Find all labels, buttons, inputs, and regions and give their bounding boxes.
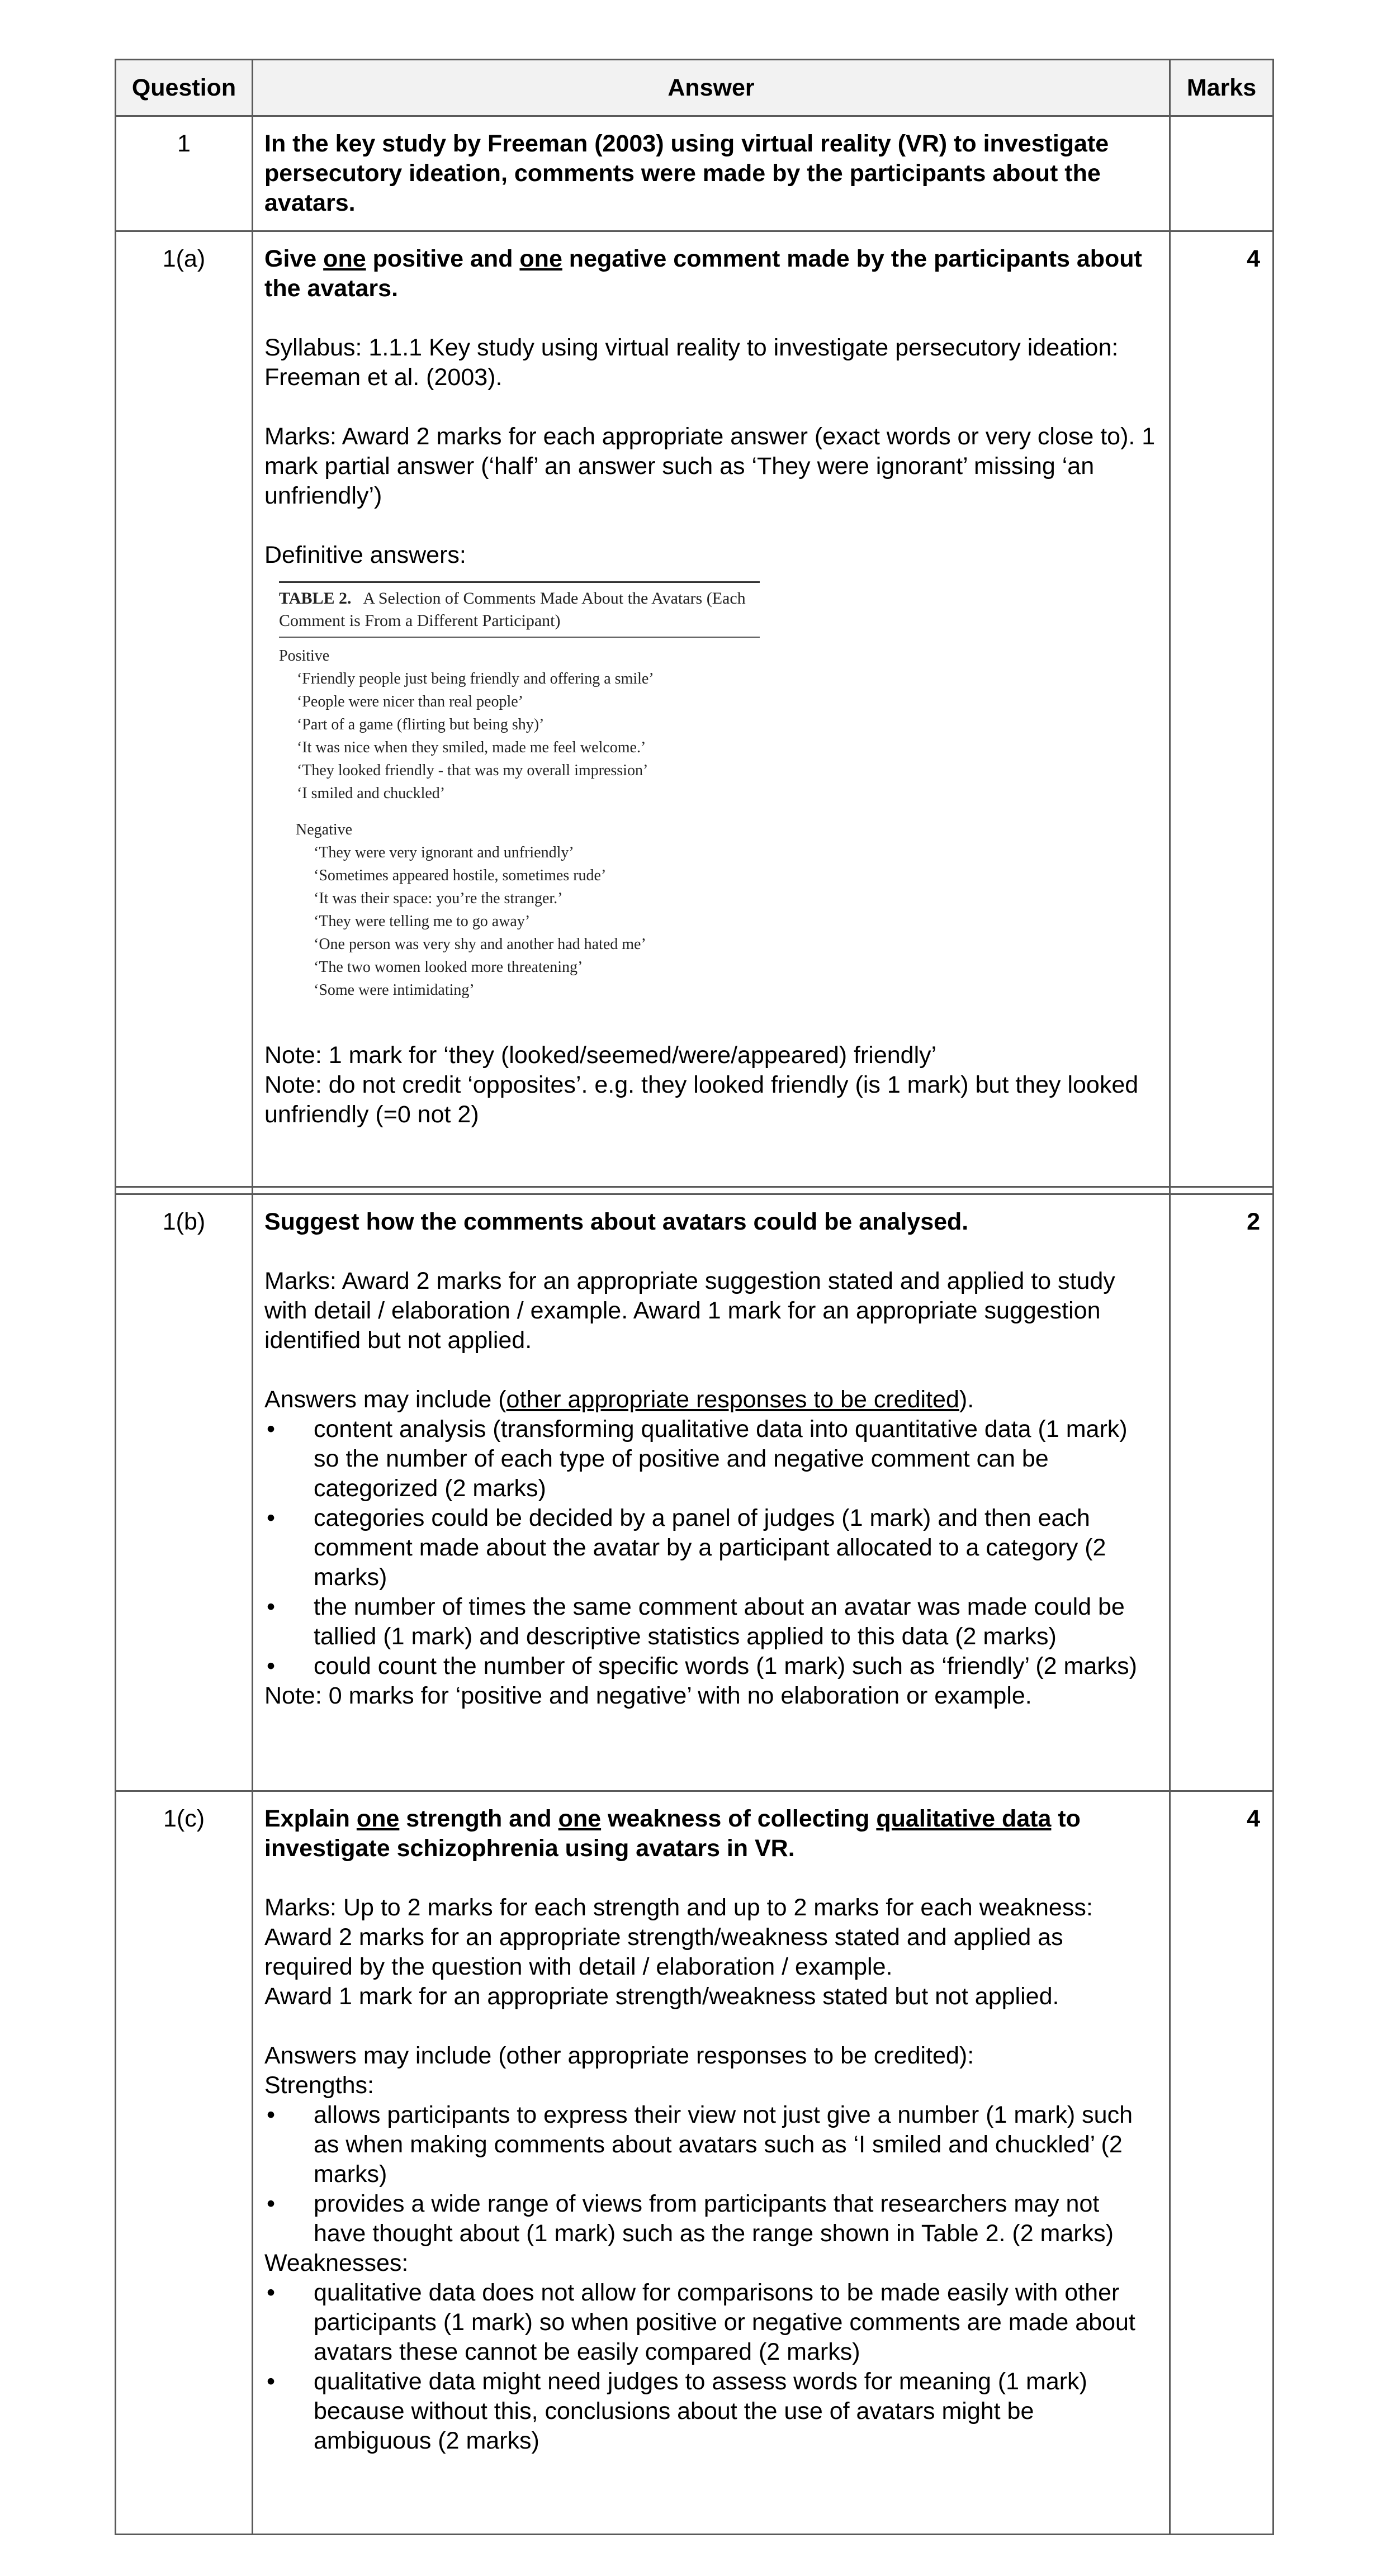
negative-comments [279,818,760,1002]
marks-value: 4 [1170,231,1274,1187]
strengths-label: Strengths: [264,2072,374,2099]
question-prompt: Suggest how the comments about avatars could be analysed. [264,1208,969,1235]
answers-intro: Answers may include (other appropriate responses to be credited). [264,1386,974,1413]
comment: ‘The two women looked more threatening’ [314,959,583,976]
marks-guidance: Marks: Award 2 marks for an appropriate suggestion stated and applied to study with detail / elaboration / example. Award 1 mark for an appropriate suggestion identified but not applied. [264,1268,1115,1354]
positive-comments [279,644,760,805]
question-prompt: Give one positive and one negative comment made by the participants about the avatars. [264,245,1142,302]
comment: ‘One person was very shy and another had hated me’ [314,936,646,953]
answer-list [264,1415,1157,1681]
question-1c-row [116,1791,1274,2535]
list-item: • allows participants to express their view not just give a number (1 mark) such as when making comments about avatars such as ‘I smiled and chuckled’ (2 marks) [267,2101,1133,2188]
weaknesses-list [264,2278,1157,2456]
comment: ‘People were nicer than real people’ [297,693,524,710]
list-item: • the number of times the same comment about an avatar was made could be tallied (1 mark) and descriptive statistics applied to this data (2 marks) [267,1593,1125,1650]
note: Note: do not credit ‘opposites’. e.g. they looked friendly (is 1 mark) but they looked unfriendly (=0 not 2) [264,1071,1139,1128]
list-item: • could count the number of specific words (1 mark) such as ‘friendly’ (2 marks) [267,1653,1137,1680]
comment: ‘They were very ignorant and unfriendly’ [314,844,574,861]
figure-caption: TABLE 2. A Selection of Comments Made About the Avatars (Each Comment is From a Different Participant) [279,589,746,630]
question-1a-row [116,231,1274,1187]
question-prompt: Explain one strength and one weakness of collecting qualitative data to investigate schizophrenia using avatars in VR. [264,1805,1081,1862]
question-number: 1(b) [116,1194,253,1791]
comment: ‘Friendly people just being friendly and offering a smile’ [297,670,654,687]
comment: ‘Sometimes appeared hostile, sometimes rude’ [314,867,607,884]
strengths-list [264,2100,1157,2248]
header-answer: Answer [253,60,1170,116]
marks-guidance: Marks: Up to 2 marks for each strength and up to 2 marks for each weakness: Award 2 marks for an appropriate strength/weakness stated and applied as required by the question with detail / elaboration / example. Award 1 mark for an appropriate strength/weakness stated but not applied. [264,1894,1093,2010]
answers-intro: Answers may include (other appropriate responses to be credited): [264,2042,974,2069]
marks-value: 2 [1170,1194,1274,1791]
question-stem: In the key study by Freeman (2003) using virtual reality (VR) to investigate persecutory ideation, comments were made by the participants about the avatars. [264,130,1109,216]
list-item: • content analysis (transforming qualitative data into quantitative data (1 mark) so the number of each type of positive and negative comment can be categorized (2 marks) [267,1416,1128,1502]
question-number: 1(a) [116,231,253,1187]
comment: ‘They looked friendly - that was my overall impression’ [297,762,648,779]
row-separator [116,1187,1274,1194]
question-number: 1 [116,116,253,231]
list-item: • qualitative data might need judges to assess words for meaning (1 mark) because without this, conclusions about the use of avatars might be ambiguous (2 marks) [267,2368,1087,2454]
list-item: • provides a wide range of views from participants that researchers may not have thought about (1 mark) such as the range shown in Table 2. (2 marks) [267,2190,1114,2247]
question-1-row [116,116,1274,231]
note: Note: 1 mark for ‘they (looked/seemed/were/appeared) friendly’ [264,1042,937,1069]
comment: ‘Some were intimidating’ [314,981,475,999]
positive-label: Positive [279,647,330,665]
comment: ‘Part of a game (flirting but being shy)’ [297,716,545,733]
list-item: • qualitative data does not allow for comparisons to be made easily with other participants (1 mark) so when positive or negative comments are made about avatars these cannot be easily compared (2 marks) [267,2279,1135,2365]
syllabus-text: Syllabus: 1.1.1 Key study using virtual reality to investigate persecutory ideation: Freeman et al. (2003). [264,334,1119,391]
mark-scheme-table [115,59,1274,2535]
definitive-answers-label: Definitive answers: [264,542,466,568]
marks-guidance: Marks: Award 2 marks for each appropriate answer (exact words or very close to). 1 mark partial answer (‘half’ an answer such as ‘They were ignorant’ missing ‘an unfriendly’) [264,423,1156,509]
comment: ‘It was nice when they smiled, made me feel welcome.’ [297,739,646,756]
negative-label: Negative [296,821,353,838]
header-marks: Marks [1170,60,1274,116]
comments-table-figure [279,581,760,1002]
comment: ‘It was their space: you’re the stranger.’ [314,890,563,907]
list-item: • categories could be decided by a panel of judges (1 mark) and then each comment made about the avatar by a participant allocated to a category (2 marks) [267,1505,1106,1591]
header-question: Question [116,60,253,116]
header-row [116,60,1274,116]
note: Note: 0 marks for ‘positive and negative’ with no elaboration or example. [264,1682,1032,1709]
question-1b-row [116,1194,1274,1791]
question-number: 1(c) [116,1791,253,2535]
marks-value: 4 [1170,1791,1274,2535]
weaknesses-label: Weaknesses: [264,2250,409,2276]
comment: ‘They were telling me to go away’ [314,913,531,930]
comment: ‘I smiled and chuckled’ [297,785,446,802]
